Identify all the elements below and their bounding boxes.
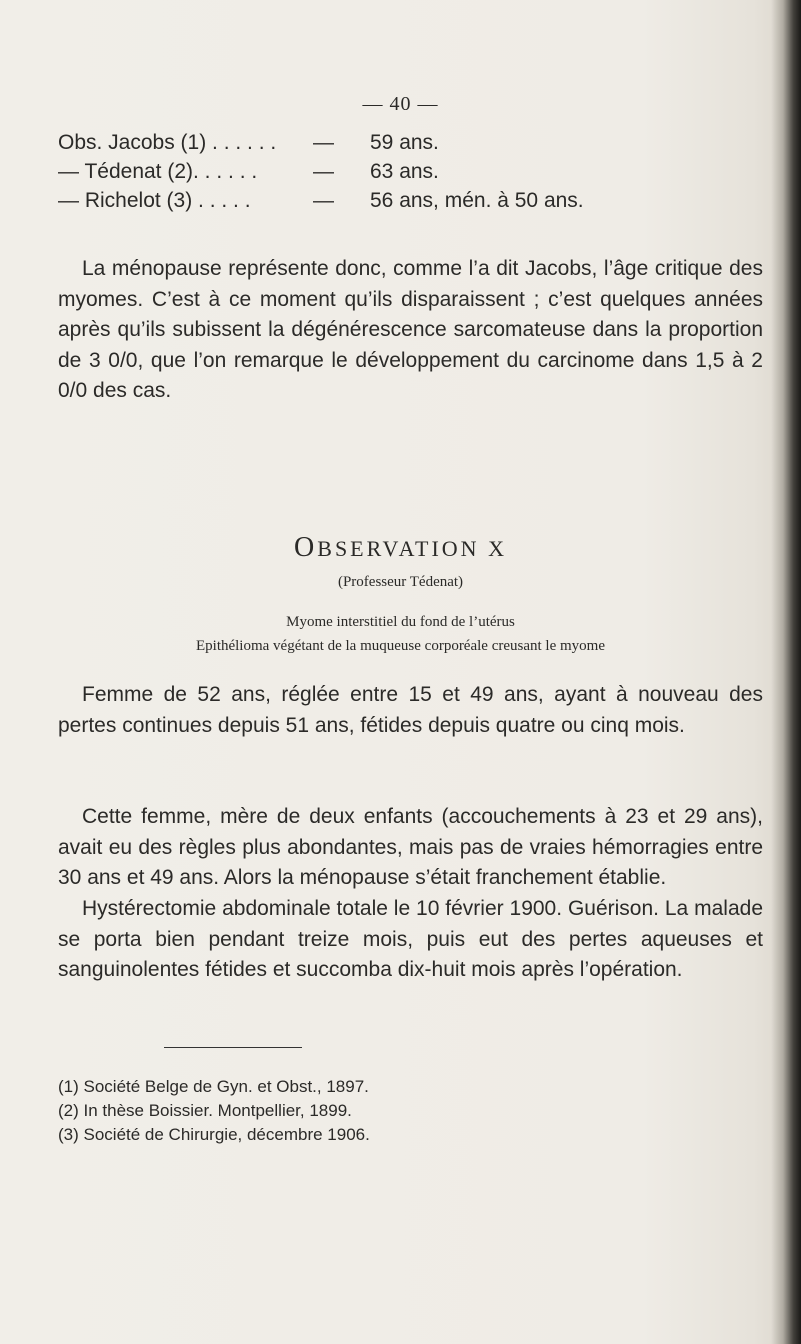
observation-row — [58, 186, 778, 215]
observation-label: — Richelot (3) . . . . . — [58, 189, 251, 212]
observation-subtitle-2: Epithélioma végétant de la muqueuse corporéale creusant le myome — [195, 638, 605, 654]
page-number: — 40 — — [362, 93, 439, 115]
footnote: (2) In thèse Boissier. Montpellier, 1899. — [58, 1101, 352, 1120]
observation-author: (Professeur Tédenat) — [337, 574, 464, 590]
observation-value: 59 ans. — [370, 131, 439, 154]
menopause-paragraph: La ménopause représente donc, comme l’a dit Jacobs, l’âge critique des myomes. C’est à ce moment qu’ils disparaissent ; c’est quelques années après qu’ils subissent la dégénérescence sarcomateuse dans la proportion de 3 0/0, que l’on remarque le développement du carcinome dans 1,5 à 2 0/0 des cas. — [58, 257, 763, 402]
observation-title — [0, 532, 801, 564]
observation-label: Obs. Jacobs (1) . . . . . . — [58, 131, 277, 154]
footnote: (3) Société de Chirurgie, décembre 1906. — [58, 1125, 370, 1144]
footnote-divider — [164, 1047, 302, 1048]
footnotes — [58, 1075, 370, 1147]
case-paragraph-3: Hystérectomie abdominale totale le 10 février 1900. Guérison. La malade se porta bien pendant treize mois, puis eut des pertes aqueuses et sanguinolentes fétides et succomba dix-huit mois après l’opération. — [58, 897, 763, 981]
observation-row — [58, 157, 778, 186]
observation-row — [58, 128, 778, 157]
observation-title-rest: BSERVATION — [317, 536, 480, 561]
observation-dash: — — [313, 131, 334, 154]
observation-subtitle-1: Myome interstitiel du fond de l’utérus — [286, 614, 515, 630]
observations-list — [58, 128, 778, 215]
observation-label: — Tédenat (2). . . . . . — [58, 160, 258, 183]
observation-value: 63 ans. — [370, 160, 439, 183]
footnote: (1) Société Belge de Gyn. et Obst., 1897. — [58, 1077, 369, 1096]
observation-dash: — — [313, 160, 334, 183]
case-paragraph-1: Femme de 52 ans, réglée entre 15 et 49 ans, ayant à nouveau des pertes continues depuis 51 ans, fétides depuis quatre ou cinq mois. — [58, 683, 763, 737]
case-paragraph-2: Cette femme, mère de deux enfants (accouchements à 23 et 29 ans), avait eu des règles plus abondantes, mais pas de vraies hémorragies entre 30 ans et 49 ans. Alors la ménopause s’était franchement établie. — [58, 805, 763, 889]
observation-title-number: X — [488, 536, 507, 561]
observation-value: 56 ans, mén. à 50 ans. — [370, 189, 584, 212]
observation-dash: — — [313, 189, 334, 212]
observation-title-initial: O — [294, 532, 318, 563]
